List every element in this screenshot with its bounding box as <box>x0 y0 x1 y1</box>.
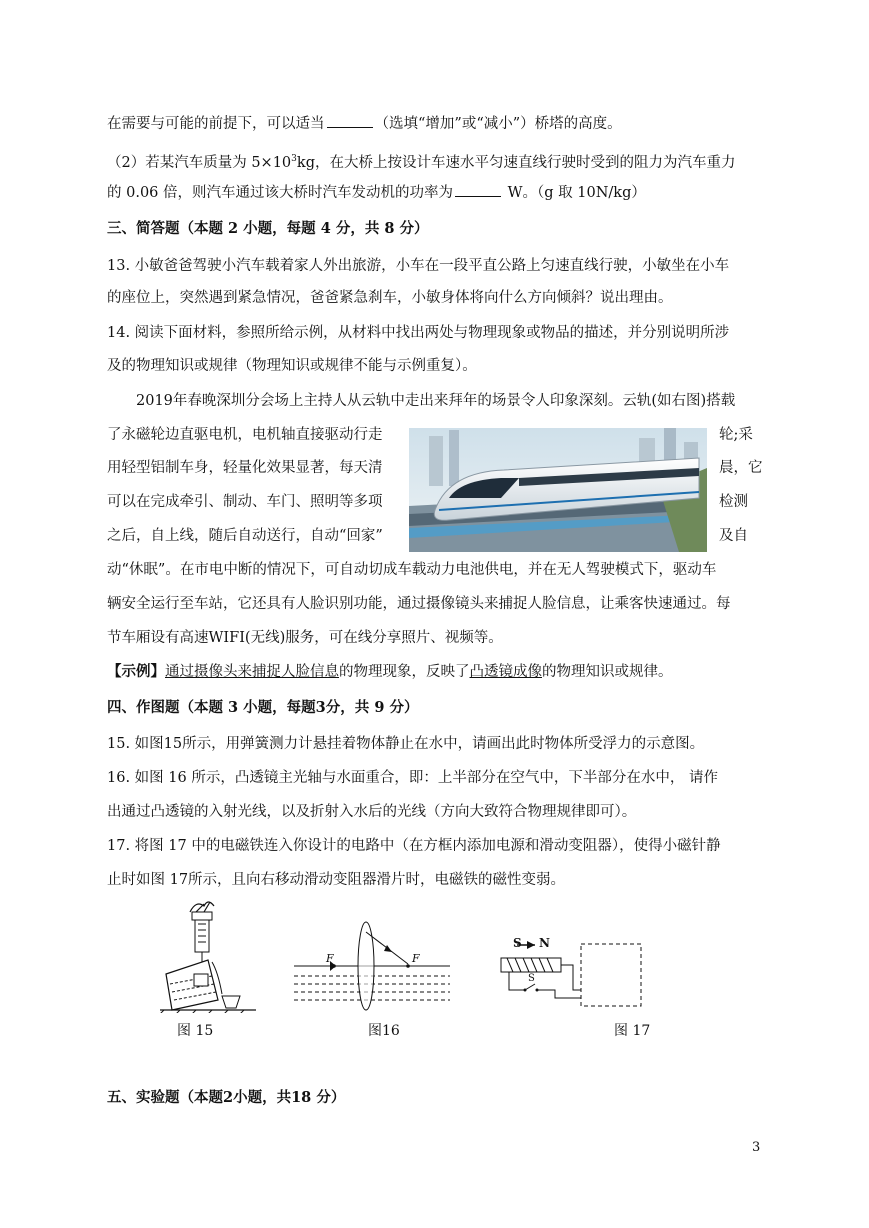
focus-label-left: F <box>326 952 334 965</box>
material-line3a: 用轻型铝制车身，轻量化效果显著，每天清 <box>107 460 383 476</box>
material-line6: 动“休眠”。在市电中断的情况下，可自动切成车载动力电池供电，并在无人驾驶模式下，驱动车 <box>107 562 717 578</box>
q12-line3 <box>107 182 646 203</box>
q12-text: （2）若某汽车质量为 5×10 <box>107 154 292 171</box>
page-number: 3 <box>752 1140 761 1155</box>
example-text: 的物理知识或规律。 <box>542 664 673 680</box>
material-line1: 2019年春晚深圳分会场上主持人从云轨中走出来拜年的场景令人印象深刻。云轨(如右图)搭载 <box>136 393 736 409</box>
q14-line1: 14. 阅读下面材料，参照所给示例，从材料中找出两处与物理现象或物品的描述，并分别说明所涉 <box>107 325 730 341</box>
q16-line2: 出通过凸透镜的入射光线，以及折射入水后的光线（方向大致符合物理规律即可）。 <box>107 804 637 820</box>
q12-text: 在需要与可能的前提下，可以适当 <box>107 116 325 132</box>
material-line5b: 及自 <box>719 528 748 544</box>
material-line7: 辆安全运行至车站，它还具有人脸识别功能，通过摄像镜头来捕捉人脸信息，让乘客快速通过。每 <box>107 596 731 612</box>
q12-text: kg，在大桥上按设计车速水平匀速直线行驶时受到的阻力为汽车重力 <box>296 154 736 171</box>
answer-blank[interactable] <box>327 113 373 128</box>
q16-line1: 16. 如图 16 所示，凸透镜主光轴与水面重合，即：上半部分在空气中，下半部分在水中， 请作 <box>107 770 718 786</box>
q12-text: 的 0.06 倍，则汽车通过该大桥时汽车发动机的功率为 <box>107 185 454 201</box>
material-line5a: 之后，自上线，随后自动送行，自动“回家” <box>107 528 383 544</box>
section-4-title: 四、作图题（本题 3 小题，每题3分，共 9 分） <box>107 699 419 716</box>
q12-line2 <box>107 149 735 173</box>
exponent: 3 <box>291 154 297 164</box>
figure-16-caption: 图16 <box>368 1023 400 1039</box>
example-knowledge: 凸透镜成像 <box>469 664 542 680</box>
q15-line: 15. 如图15所示，用弹簧测力计悬挂着物体静止在水中，请画出此时物体所受浮力的示意图。 <box>107 736 705 752</box>
figure-15-caption: 图 15 <box>177 1023 214 1039</box>
material-line3b: 晨，它 <box>719 460 763 476</box>
q12-line1 <box>107 113 622 134</box>
example-text: 的物理现象，反映了 <box>339 664 470 680</box>
material-line4b: 检测 <box>719 494 748 510</box>
answer-blank[interactable] <box>455 182 501 197</box>
q12-text: W。（g 取 10N/kg） <box>503 185 646 201</box>
material-line2a: 了永磁轮边直驱电机，电机轴直接驱动行走 <box>107 427 383 443</box>
material-line4a: 可以在完成牵引、制动、车门、照明等多项 <box>107 494 383 510</box>
compass-s-label: S <box>513 936 522 950</box>
material-line2b: 轮;采 <box>719 427 753 443</box>
q14-line2: 及的物理知识或规律（物理知识或规律不能与示例重复）。 <box>107 358 477 374</box>
example-phenomenon: 通过摄像头来捕捉人脸信息 <box>165 664 339 680</box>
material-line8: 节车厢设有高速WIFI(无线)服务，可在线分享照片、视频等。 <box>107 630 503 646</box>
q13-line2: 的座位上，突然遇到紧急情况，爸爸紧急刹车，小敏身体将向什么方向倾斜？说出理由。 <box>107 290 673 306</box>
figure-15-diagram <box>160 898 260 1013</box>
q12-text: （选填“增加”或“减小”）桥塔的高度。 <box>374 116 622 132</box>
section-5-title: 五、实验题（本题2小题，共18 分） <box>107 1089 346 1106</box>
figure-16-diagram <box>292 920 452 1012</box>
switch-label: S <box>528 973 535 984</box>
q17-line2: 止时如图 17所示，且向右移动滑动变阻器滑片时，电磁铁的磁性变弱。 <box>107 872 566 888</box>
example-tag: 【示例】 <box>107 663 165 680</box>
compass-n-label: N <box>539 936 550 950</box>
figure-17-caption: 图 17 <box>614 1023 651 1039</box>
example-line <box>107 662 673 682</box>
focus-label-right: F <box>412 952 420 965</box>
q17-line1: 17. 将图 17 中的电磁铁连入你设计的电路中（在方框内添加电源和滑动变阻器），使得小磁针静 <box>107 838 721 854</box>
q13-line1: 13. 小敏爸爸驾驶小汽车载着家人外出旅游，小车在一段平直公路上匀速直线行驶，小敏坐在小车 <box>107 258 730 274</box>
monorail-train-image <box>409 428 707 552</box>
section-3-title: 三、简答题（本题 2 小题，每题 4 分，共 8 分） <box>107 220 429 237</box>
